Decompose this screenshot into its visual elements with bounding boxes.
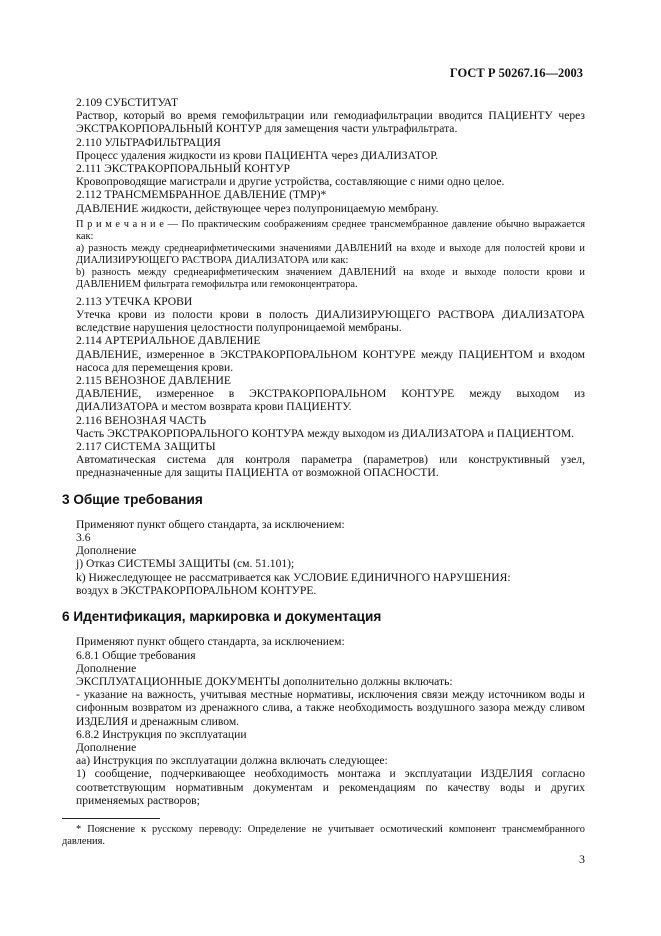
paragraph: Автоматическая система для контроля параметра (параметров) или конструктивный узел, предназначенные для защиты ПАЦИЕНТА от возможной ОПАСНОСТИ. bbox=[76, 453, 585, 480]
note-paragraph: П р и м е ч а н и е — По практическим соображениям среднее трансмембранное давление обычно выражается как: bbox=[76, 218, 585, 242]
paragraph: j) Отказ СИСТЕМЫ ЗАЩИТЫ (см. 51.101); bbox=[76, 557, 295, 571]
paragraph: Кровопроводящие магистрали и другие устройства, составляющие с ними одно целое. bbox=[76, 175, 505, 189]
paragraph: аа) Инструкция по эксплуатации должна включать следующее: bbox=[76, 754, 388, 768]
paragraph: 2.116 ВЕНОЗНАЯ ЧАСТЬ bbox=[76, 413, 207, 427]
paragraph: 6.8.2 Инструкция по эксплуатации bbox=[76, 727, 247, 741]
section-heading: 6 Идентификация, маркировка и документация bbox=[62, 609, 382, 625]
page-number: 3 bbox=[579, 852, 585, 866]
note-paragraph: a) разность между среднеарифметическими значениями ДАВЛЕНИЙ на входе и выходе для полостей крови и ДИАЛИЗИРУЮЩЕГО РАСТВОРА ДИАЛИЗАТОРА или как: bbox=[76, 242, 585, 266]
paragraph: ДАВЛЕНИЕ, измеренное в ЭКСТРАКОРПОРАЛЬНОМ КОНТУРЕ между выходом из ДИАЛИЗАТОРА и местом возврата крови ПАЦИЕНТУ. bbox=[76, 387, 585, 414]
paragraph: Часть ЭКСТРАКОРПОРАЛЬНОГО КОНТУРА между выходом из ДИАЛИЗАТОРА и ПАЦИЕНТОМ. bbox=[76, 426, 575, 440]
paragraph: Раствор, который во время гемофильтрации или гемодиафильтрации вводится ПАЦИЕНТУ через ЭКСТРАКОРПОРАЛЬНЫЙ КОНТУР для замещения части ультрафильтрата. bbox=[76, 109, 585, 136]
paragraph: 2.111 ЭКСТРАКОРПОРАЛЬНЫЙ КОНТУР bbox=[76, 162, 290, 176]
paragraph: 6.8.1 Общие требования bbox=[76, 648, 196, 662]
document-id-header: ГОСТ Р 50267.16—2003 bbox=[449, 66, 583, 80]
paragraph: 3.6 bbox=[76, 531, 91, 545]
paragraph: 2.114 АРТЕРИАЛЬНОЕ ДАВЛЕНИЕ bbox=[76, 334, 261, 348]
paragraph: k) Нижеследующее не рассматривается как УСЛОВИЕ ЕДИНИЧНОГО НАРУШЕНИЯ: bbox=[76, 570, 511, 584]
paragraph: 2.109 СУБСТИТУАТ bbox=[76, 96, 179, 109]
paragraph: 2.117 СИСТЕМА ЗАЩИТЫ bbox=[76, 440, 216, 454]
paragraph: 2.110 УЛЬТРАФИЛЬТРАЦИЯ bbox=[76, 135, 221, 149]
paragraph: Применяют пункт общего стандарта, за исключением: bbox=[76, 517, 345, 531]
paragraph: ЭКСПЛУАТАЦИОННЫЕ ДОКУМЕНТЫ дополнительно должны включать: bbox=[76, 674, 453, 688]
paragraph: Дополнение bbox=[76, 740, 137, 754]
paragraph: ДАВЛЕНИЕ, измеренное в ЭКСТРАКОРПОРАЛЬНОМ КОНТУРЕ между ПАЦИЕНТОМ и входом насоса для перемещения крови. bbox=[76, 347, 585, 374]
section-heading: 3 Общие требования bbox=[62, 491, 203, 507]
footnote-text: * Пояснение к русскому переводу: Определение не учитывает осмотический компонент трансмембранного давления. bbox=[62, 824, 585, 847]
paragraph: 2.112 ТРАНСМЕМБРАННОЕ ДАВЛЕНИЕ (ТМР)* bbox=[76, 188, 327, 202]
paragraph: Процесс удаления жидкости из крови ПАЦИЕНТА через ДИАЛИЗАТОР. bbox=[76, 148, 439, 162]
footnote-divider bbox=[62, 818, 160, 819]
paragraph: Дополнение bbox=[76, 661, 137, 675]
document-body bbox=[62, 96, 585, 807]
paragraph: Утечка крови из полости крови в полость ДИАЛИЗИРУЮЩЕГО РАСТВОРА ДИАЛИЗАТОРА вследствие нарушения целостности полупроницаемой мембраны. bbox=[76, 308, 585, 335]
note-paragraph: b) разность между среднеарифметическим значением ДАВЛЕНИЙ на входе и выходе полости крови и ДАВЛЕНИЕМ фильтрата гемофильтра или гемоконцентратора. bbox=[76, 266, 585, 290]
paragraph: воздух в ЭКСТРАКОРПОРАЛЬНОМ КОНТУРЕ. bbox=[76, 583, 317, 597]
paragraph: - указание на важность, учитывая местные нормативы, исключения связи между источником воды и сифонным возвратом из дренажного слива, а также необходимость воздушного зазора между сливом ИЗДЕЛИЯ и дренажным сливом. bbox=[76, 688, 585, 728]
paragraph: 2.115 ВЕНОЗНОЕ ДАВЛЕНИЕ bbox=[76, 374, 231, 388]
paragraph: Применяют пункт общего стандарта, за исключением: bbox=[76, 635, 345, 649]
paragraph: 1) сообщение, подчеркивающее необходимость монтажа и эксплуатации ИЗДЕЛИЯ согласно соответствующим нормативным документам и рекомендациям по качеству воды и других применяемых растворов; bbox=[76, 767, 585, 807]
footnote bbox=[62, 824, 585, 848]
paragraph: ДАВЛЕНИЕ жидкости, действующее через полупроницаемую мембрану. bbox=[76, 201, 439, 215]
paragraph: 2.113 УТЕЧКА КРОВИ bbox=[76, 294, 193, 308]
paragraph: Дополнение bbox=[76, 544, 137, 558]
